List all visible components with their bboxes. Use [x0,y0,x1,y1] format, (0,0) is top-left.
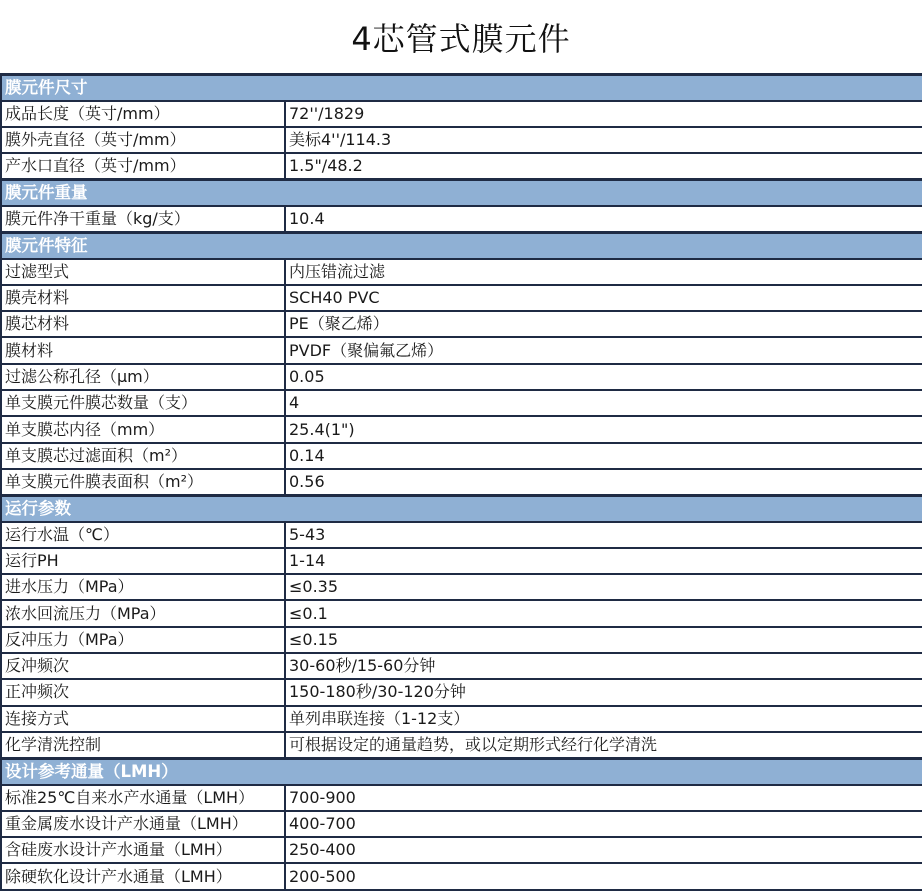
section-header: 膜元件重量 [1,180,922,206]
parameter-value: 400-700 [285,811,922,837]
table-row [1,364,922,390]
table-row [1,337,922,363]
section-header: 膜元件特征 [1,232,922,258]
parameter-value: 10.4 [285,206,922,232]
parameter-value: PE（聚乙烯） [285,311,922,337]
parameter-label: 运行PH [1,548,285,574]
table-row [1,285,922,311]
section-header: 膜元件尺寸 [1,75,922,101]
parameter-label: 运行水温（℃） [1,522,285,548]
table-row [1,548,922,574]
table-row [1,732,922,758]
parameter-value: 30-60秒/15-60分钟 [285,653,922,679]
parameter-label: 单支膜元件膜芯数量（支） [1,390,285,416]
spec-table [0,73,922,891]
parameter-value: 200-500 [285,863,922,889]
parameter-value: 1.5"/48.2 [285,153,922,179]
parameter-value: ≤0.15 [285,627,922,653]
section-header-row [1,180,922,206]
parameter-value: 可根据设定的通量趋势，或以定期形式经行化学清洗 [285,732,922,758]
spec-table-body [1,75,922,890]
parameter-value: 72''/1829 [285,101,922,127]
table-row [1,416,922,442]
table-row [1,311,922,337]
parameter-value: 25.4(1") [285,416,922,442]
parameter-value: 单列串联连接（1-12支） [285,706,922,732]
parameter-label: 含硅废水设计产水通量（LMH） [1,837,285,863]
table-row [1,469,922,495]
table-row [1,863,922,889]
table-row [1,443,922,469]
parameter-value: 5-43 [285,522,922,548]
parameter-label: 膜材料 [1,337,285,363]
parameter-label: 反冲频次 [1,653,285,679]
table-row [1,153,922,179]
parameter-label: 单支膜元件膜表面积（m²） [1,469,285,495]
parameter-value: 4 [285,390,922,416]
parameter-value: 1-14 [285,548,922,574]
parameter-label: 膜外壳直径（英寸/mm） [1,127,285,153]
parameter-value: 内压错流过滤 [285,259,922,285]
parameter-label: 反冲压力（MPa） [1,627,285,653]
parameter-label: 膜元件净干重量（kg/支） [1,206,285,232]
parameter-value: 0.05 [285,364,922,390]
parameter-label: 正冲频次 [1,679,285,705]
parameter-label: 化学清洗控制 [1,732,285,758]
parameter-value: 250-400 [285,837,922,863]
parameter-value: 美标4''/114.3 [285,127,922,153]
parameter-value: 0.56 [285,469,922,495]
parameter-value: 700-900 [285,785,922,811]
parameter-label: 单支膜芯过滤面积（m²） [1,443,285,469]
section-header-row [1,232,922,258]
parameter-value: PVDF（聚偏氟乙烯） [285,337,922,363]
table-row [1,206,922,232]
parameter-label: 进水压力（MPa） [1,574,285,600]
parameter-value: ≤0.35 [285,574,922,600]
table-row [1,574,922,600]
section-header-row [1,495,922,521]
page-title: 4芯管式膜元件 [351,19,571,58]
parameter-label: 成品长度（英寸/mm） [1,101,285,127]
table-row [1,600,922,626]
parameter-value: 150-180秒/30-120分钟 [285,679,922,705]
parameter-value: ≤0.1 [285,600,922,626]
table-row [1,706,922,732]
parameter-label: 连接方式 [1,706,285,732]
parameter-label: 浓水回流压力（MPa） [1,600,285,626]
table-row [1,837,922,863]
parameter-label: 膜壳材料 [1,285,285,311]
table-row [1,811,922,837]
parameter-label: 过滤型式 [1,259,285,285]
table-row [1,259,922,285]
parameter-value: SCH40 PVC [285,285,922,311]
parameter-label: 膜芯材料 [1,311,285,337]
parameter-label: 标准25℃自来水产水通量（LMH） [1,785,285,811]
table-row [1,653,922,679]
table-row [1,679,922,705]
section-header-row [1,75,922,101]
parameter-label: 过滤公称孔径（μm） [1,364,285,390]
table-row [1,127,922,153]
section-header: 运行参数 [1,495,922,521]
parameter-label: 除硬软化设计产水通量（LMH） [1,863,285,889]
table-row [1,101,922,127]
section-header-row [1,758,922,784]
parameter-label: 单支膜芯内径（mm） [1,416,285,442]
section-header: 设计参考通量（LMH） [1,758,922,784]
table-row [1,627,922,653]
parameter-value: 0.14 [285,443,922,469]
parameter-label: 产水口直径（英寸/mm） [1,153,285,179]
table-row [1,522,922,548]
table-row [1,785,922,811]
table-row [1,390,922,416]
parameter-label: 重金属废水设计产水通量（LMH） [1,811,285,837]
